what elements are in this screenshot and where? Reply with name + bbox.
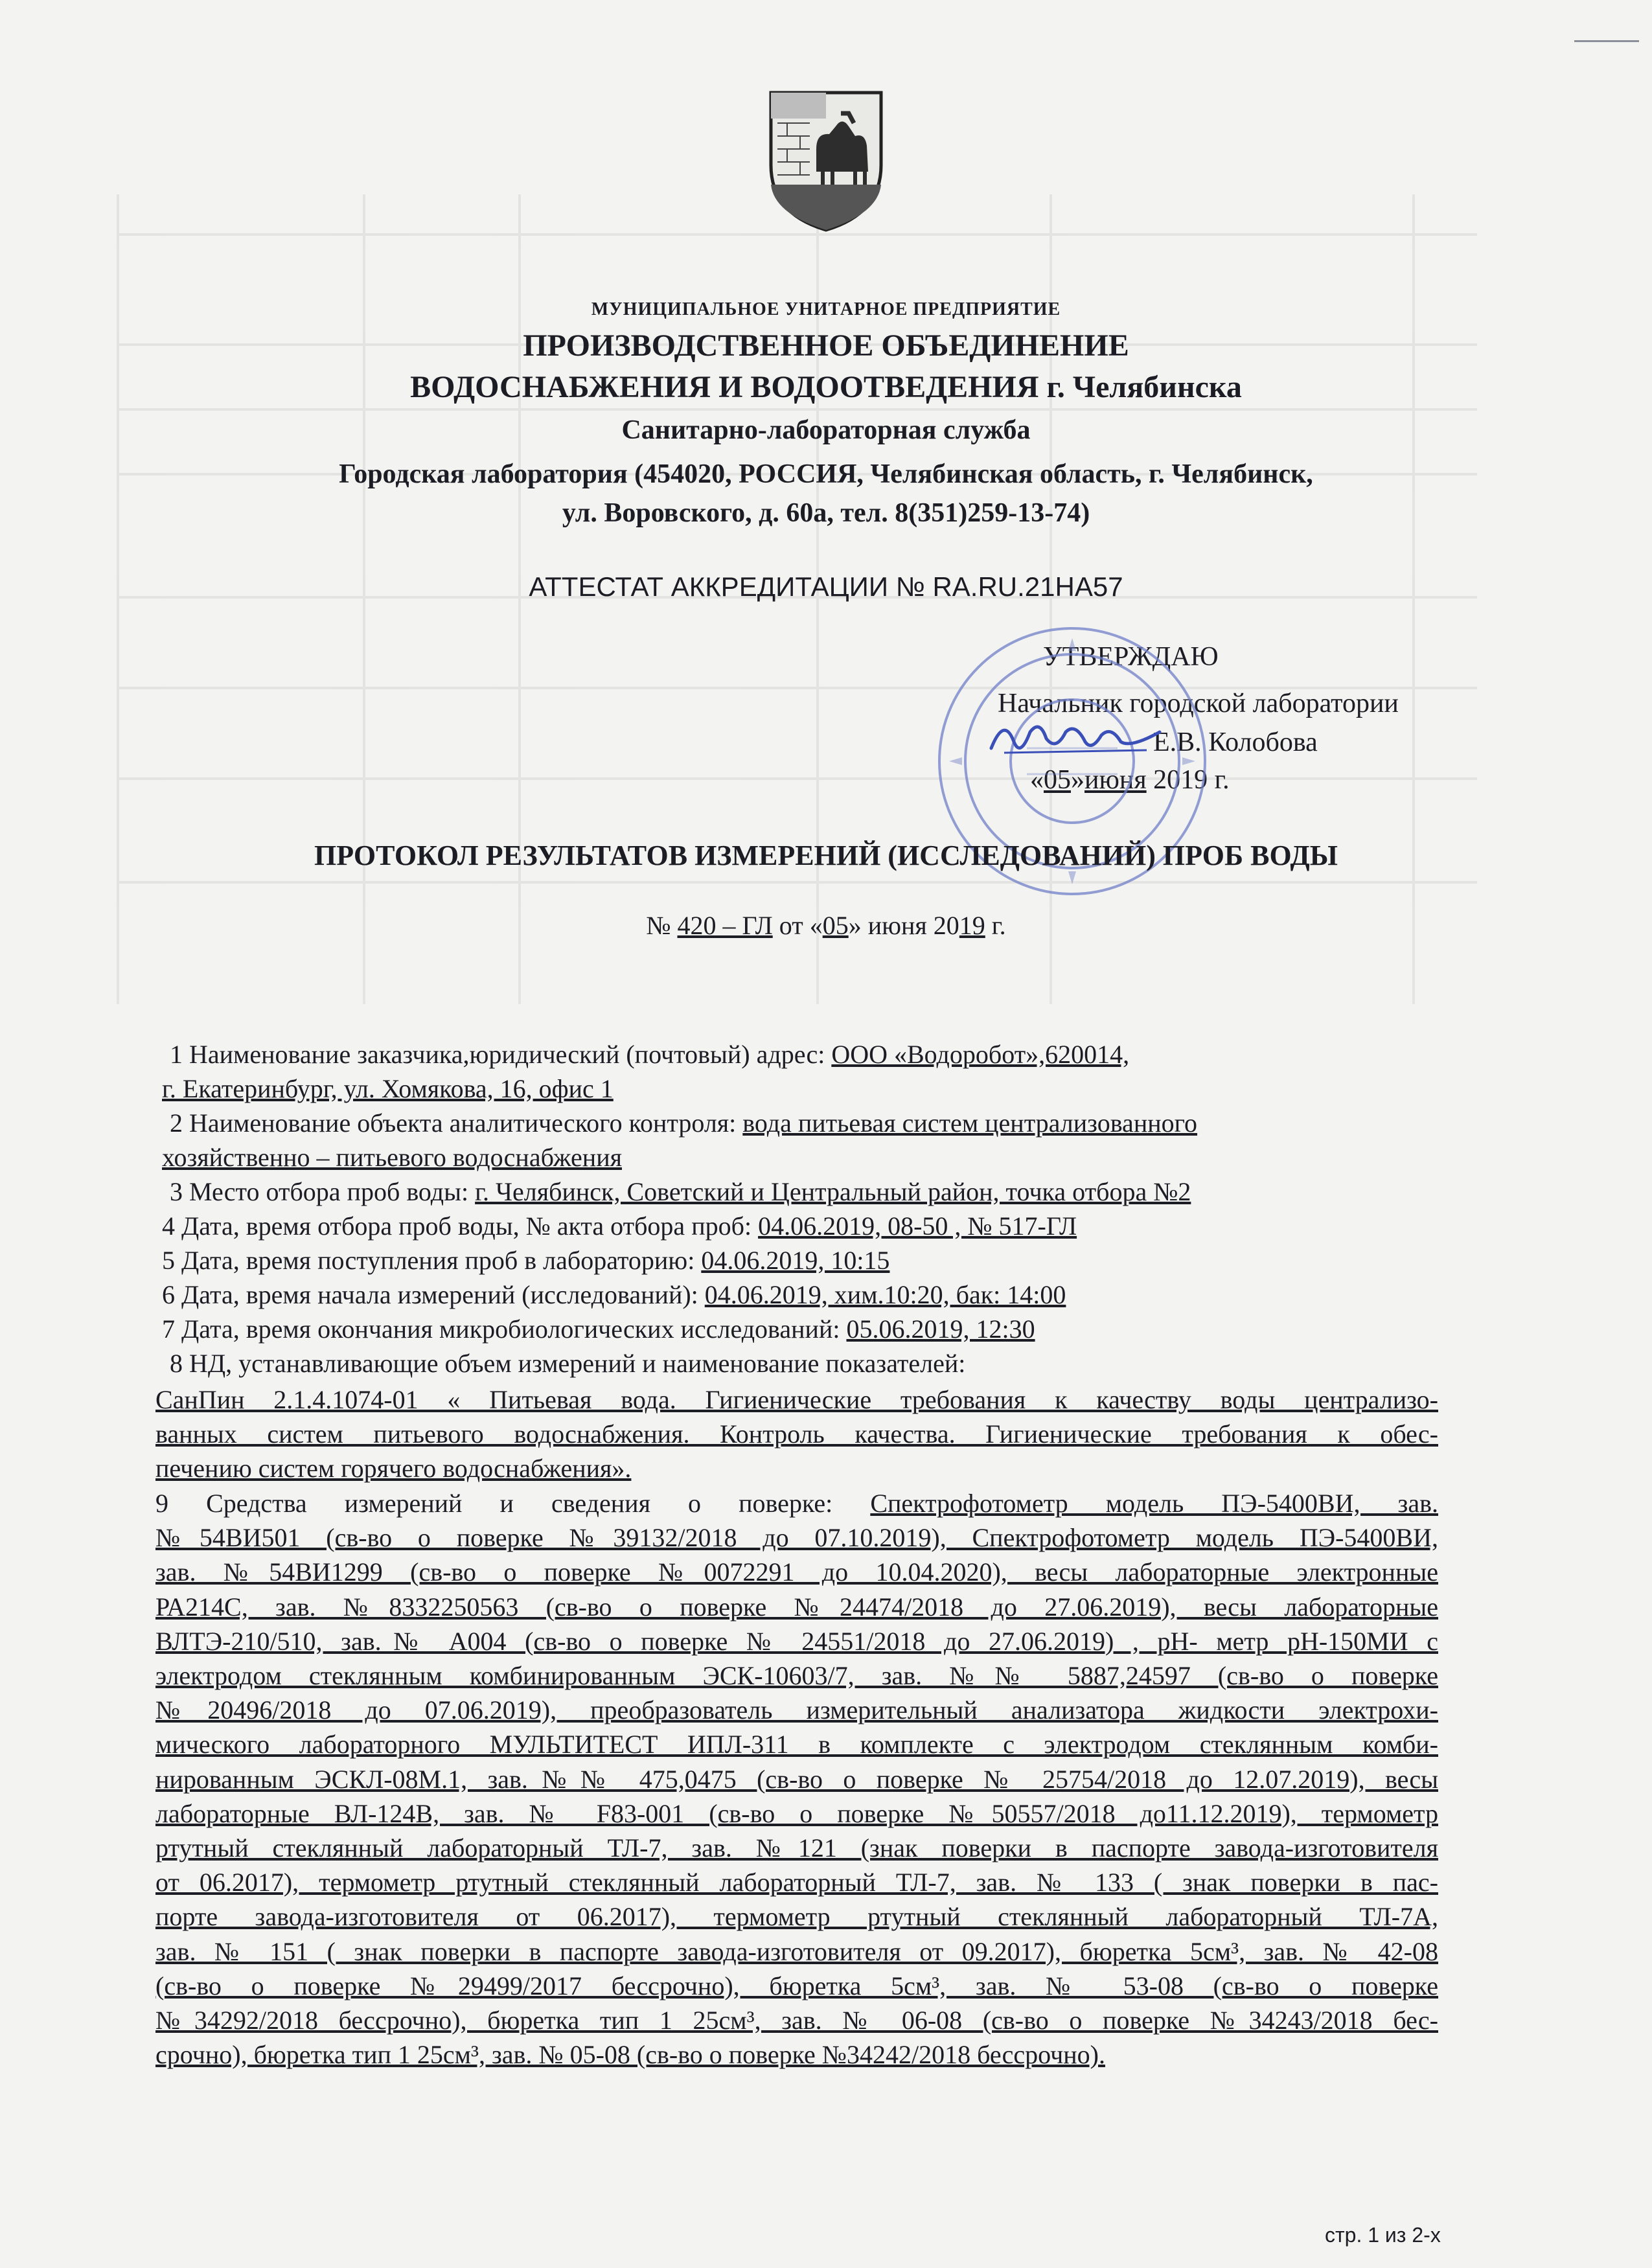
protocol-number-from: от « — [772, 911, 823, 940]
item-3-value: г. Челябинск, Советский и Центральный район, точка отбора №2 — [475, 1177, 1191, 1206]
item-2-label: 2 Наименование объекта аналитического контроля: — [170, 1108, 743, 1138]
item-9-line: зав. № 151 ( знак поверки в паспорте завода-изготовителя от 09.2017), бюретка 5см³, зав. № 42-08 — [155, 1936, 1438, 1966]
item-7-label: 7 Дата, время окончания микробиологических исследований: — [162, 1314, 847, 1344]
approval-position: Начальник городской лаборатории — [998, 689, 1399, 718]
protocol-number-prefix: № — [646, 911, 678, 940]
item-3 — [170, 1176, 1191, 1207]
item-8: 8 НД, устанавливающие объем измерений и наименование показателей: — [170, 1349, 966, 1378]
item-9-line: лабораторные ВЛ-124В, зав. № F83-001 (св-во о поверке №50557/2018 до11.12.2019), термометр — [155, 1798, 1438, 1828]
item-9-line: №34292/2018 бессрочно), бюретка тип 1 25см³, зав. № 06-08 (св-во о поверке №34243/2018 бес- — [155, 2006, 1438, 2035]
approval-date-open: « — [1030, 765, 1044, 795]
protocol-number-value: 420 – ГЛ — [677, 911, 773, 940]
item-1-label: 1 Наименование заказчика,юридический (почтовый) адрес: — [170, 1040, 832, 1069]
item-9-instruments — [155, 1486, 1438, 2072]
item-9-label: 9 Средства измерений и сведения о поверке: — [155, 1489, 871, 1518]
item-4 — [162, 1211, 1077, 1241]
organization-name-line2: ВОДОСНАБЖЕНИЯ И ВОДООТВЕДЕНИЯ г. Челябинска — [410, 370, 1242, 404]
protocol-title: ПРОТОКОЛ РЕЗУЛЬТАТОВ ИЗМЕРЕНИЙ (ИССЛЕДОВАНИЙ) ПРОБ ВОДЫ — [314, 840, 1338, 871]
item-6-label: 6 Дата, время начала измерений (исследований): — [162, 1280, 705, 1309]
item-9-first-line — [155, 1486, 1438, 1520]
scan-edge-mark — [1574, 40, 1639, 42]
service-name: Санитарно-лабораторная служба — [621, 415, 1031, 445]
item-9-line: зав. №54ВИ1299 (св-во о поверке №0072291 до 10.04.2020), весы лабораторные электронные — [155, 1557, 1438, 1587]
item-2-value: вода питьевая систем централизованного — [742, 1108, 1198, 1138]
approval-title: УТВЕРЖДАЮ — [1043, 642, 1219, 672]
approval-name: Е.В. Колобова — [1153, 727, 1318, 757]
page-number: стр. 1 из 2-х — [1325, 2223, 1441, 2247]
protocol-number-suffix: г. — [985, 911, 1006, 940]
address-line: ул. Воровского, д. 60а, тел. 8(351)259-13-74) — [562, 498, 1090, 528]
item-9-line: порте завода-изготовителя от 06.2017), термометр ртутный стеклянный лабораторный ТЛ-7А, — [155, 1902, 1438, 1932]
item-8-line: СанПин 2.1.4.1074-01 « Питьевая вода. Гигиенические требования к качеству воды централизо- — [155, 1385, 1438, 1414]
item-5 — [162, 1245, 889, 1276]
item-8-standards — [155, 1382, 1438, 1486]
item-9-line: ВЛТЭ-210/510, зав.№ А004 (св-во о поверке № 24551/2018 до 27.06.2019) , рН- метр рН-150МИ с — [155, 1626, 1438, 1656]
item-3-label: 3 Место отбора проб воды: — [170, 1177, 476, 1206]
item-2 — [170, 1108, 1197, 1138]
item-1-continued — [162, 1073, 614, 1104]
item-9-line: от 06.2017), термометр ртутный стеклянный лабораторный ТЛ-7, зав. № 133 ( знак поверки в пас- — [155, 1868, 1438, 1897]
item-9-line: ртутный стеклянный лабораторный ТЛ-7, зав. №121 (знак поверки в паспорте завода-изготовителя — [155, 1833, 1438, 1863]
item-1-value-line2: г. Екатеринбург, ул. Хомякова, 16, офис 1 — [162, 1074, 614, 1103]
protocol-number-month: » июня 20 — [848, 911, 959, 940]
approval-date-year: 2019 г. — [1146, 765, 1230, 795]
item-7-value: 05.06.2019, 12:30 — [846, 1314, 1035, 1344]
accreditation-number: АТТЕСТАТ АККРЕДИТАЦИИ № RA.RU.21HA57 — [529, 571, 1123, 602]
approval-date-day: 05 — [1044, 765, 1071, 795]
item-8-line: печению систем горячего водоснабжения». — [155, 1454, 632, 1483]
item-5-label: 5 Дата, время поступления проб в лабораторию: — [162, 1246, 702, 1275]
item-9-first-value: Спектрофотометр модель ПЭ-5400ВИ, зав. — [870, 1489, 1438, 1518]
laboratory-line: Городская лаборатория (454020, РОССИЯ, Челябинская область, г. Челябинск, — [339, 459, 1313, 489]
item-9-line: №20496/2018 до 07.06.2019), преобразователь измерительный анализатора жидкости электрохи- — [155, 1695, 1438, 1725]
item-2-value-line2: хозяйственно – питьевого водоснабжения — [162, 1143, 622, 1172]
item-8-line: ванных систем питьевого водоснабжения. Контроль качества. Гигиенические требования к обес- — [155, 1419, 1438, 1449]
city-coat-of-arms-icon — [764, 87, 888, 233]
item-4-value: 04.06.2019, 08-50 , № 517-ГЛ — [758, 1211, 1077, 1241]
item-1 — [170, 1039, 1129, 1070]
protocol-number-day: 05 — [822, 911, 849, 940]
organization-name-line1: ПРОИЗВОДСТВЕННОЕ ОБЪЕДИНЕНИЕ — [523, 328, 1129, 363]
item-9-line: электродом стеклянным комбинированным ЭСК-10603/7, зав. №№ 5887,24597 (св-во о поверке — [155, 1661, 1438, 1691]
item-4-label: 4 Дата, время отбора проб воды, № акта отбора проб: — [162, 1211, 759, 1241]
item-7 — [162, 1314, 1035, 1344]
protocol-number — [0, 910, 1652, 941]
item-9-line: РА214С, зав. №8332250563 (св-во о поверке №24474/2018 до 27.06.2019), весы лабораторные — [155, 1592, 1438, 1621]
item-9-line: срочно), бюретка тип 1 25см³, зав. № 05-08 (св-во о поверке №34242/2018 бессрочно). — [155, 2040, 1105, 2070]
item-9-line: №54ВИ501 (св-во о поверке №39132/2018 до 07.10.2019), Спектрофотометр модель ПЭ-5400ВИ, — [155, 1523, 1438, 1553]
organization-type: МУНИЦИПАЛЬНОЕ УНИТАРНОЕ ПРЕДПРИЯТИЕ — [591, 299, 1061, 319]
approval-date-month: июня — [1084, 765, 1147, 795]
item-9-line: (св-во о поверке №29499/2017 бессрочно), бюретка 5см³, зав. № 53-08 (св-во о поверке — [155, 1971, 1438, 2000]
item-6-value: 04.06.2019, хим.10:20, бак: 14:00 — [704, 1280, 1066, 1309]
item-1-value: ООО «Водоробот»,620014, — [831, 1040, 1130, 1069]
item-9-line: нированным ЭСКЛ-08М.1, зав.№№ 475,0475 (св-во о поверке № 25754/2018 до 12.07.2019), весы — [155, 1764, 1438, 1794]
protocol-number-year: 19 — [959, 911, 985, 940]
item-6 — [162, 1279, 1066, 1310]
item-9-line: мического лабораторного МУЛЬТИТЕСТ ИПЛ-311 в комплекте с электродом стеклянным комби- — [155, 1730, 1438, 1759]
approval-date-close: » — [1071, 765, 1084, 795]
item-2-continued — [162, 1142, 622, 1173]
handwritten-signature — [985, 713, 1166, 764]
item-5-value: 04.06.2019, 10:15 — [701, 1246, 890, 1275]
